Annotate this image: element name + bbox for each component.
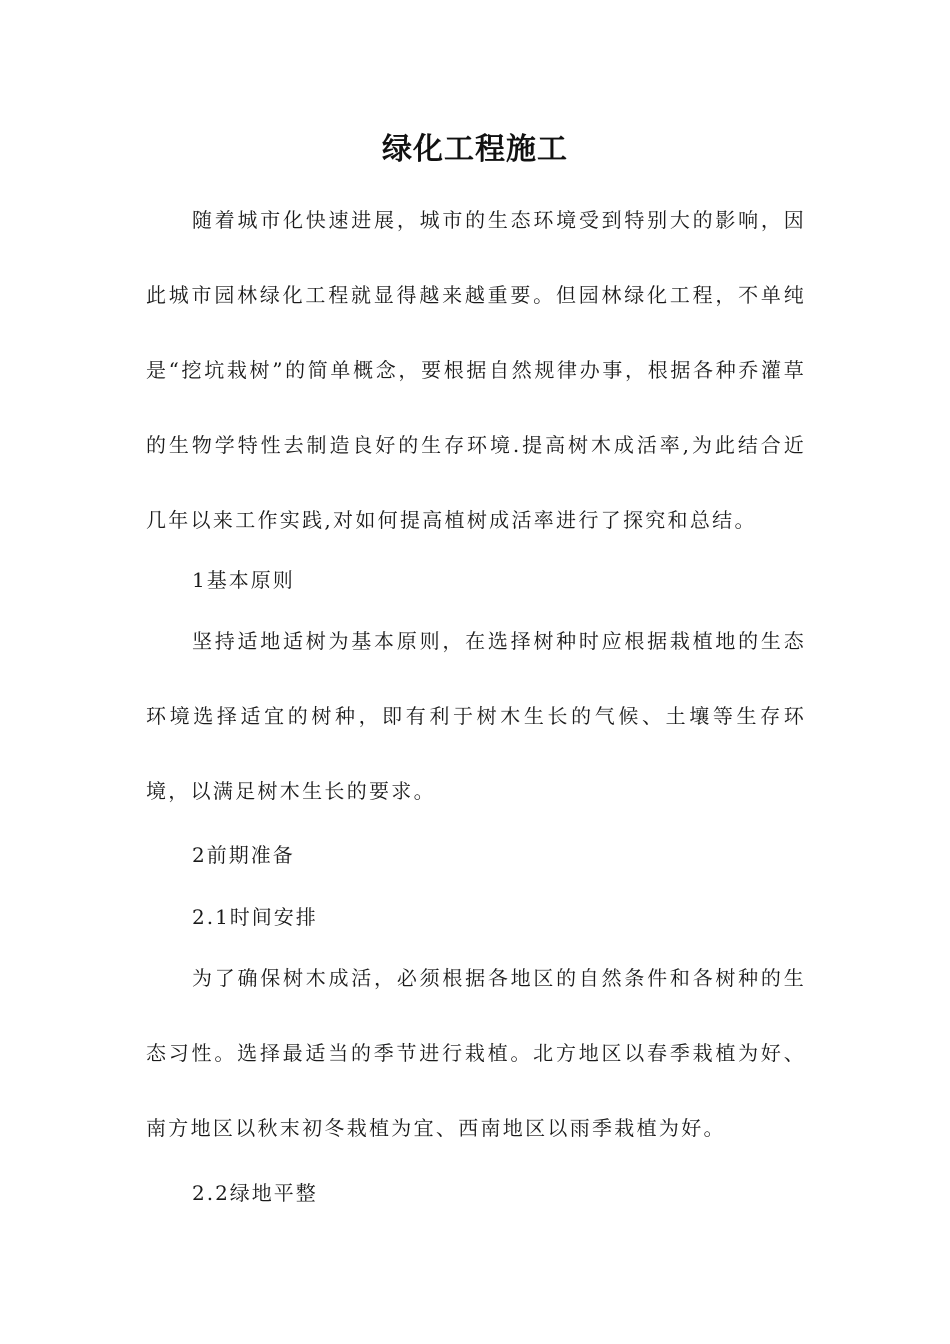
intro-paragraph: 随着城市化快速进展，城市的生态环境受到特别大的影响，因此城市园林绿化工程就显得越来越重要。但园林绿化工程，不单纯是“挖坑栽树”的简单概念，要根据自然规律办事，根据各种乔灌草的生物学特性去制造良好的生存环境.提高树木成活率,为此结合近几年以来工作实践,对如何提高植树成活率进行了探究和总结。 <box>146 208 806 532</box>
subsection-2-1-paragraph: 为了确保树木成活，必须根据各地区的自然条件和各树种的生态习性。选择最适当的季节进行栽植。北方地区以春季栽植为好、南方地区以秋末初冬栽植为宜、西南地区以雨季栽植为好。 <box>146 966 806 1140</box>
subsection-heading-2-2: 2.2绿地平整 <box>192 1181 318 1205</box>
document-title: 绿化工程施工 <box>382 132 568 167</box>
section-heading-2: 2前期准备 <box>192 843 295 867</box>
section-1-paragraph: 坚持适地适树为基本原则，在选择树种时应根据栽植地的生态环境选择适宜的树种，即有利于树木生长的气候、土壤等生存环境，以满足树木生长的要求。 <box>146 629 806 803</box>
subsection-heading-2-1: 2.1时间安排 <box>192 905 318 929</box>
section-heading-1: 1基本原则 <box>192 568 295 592</box>
